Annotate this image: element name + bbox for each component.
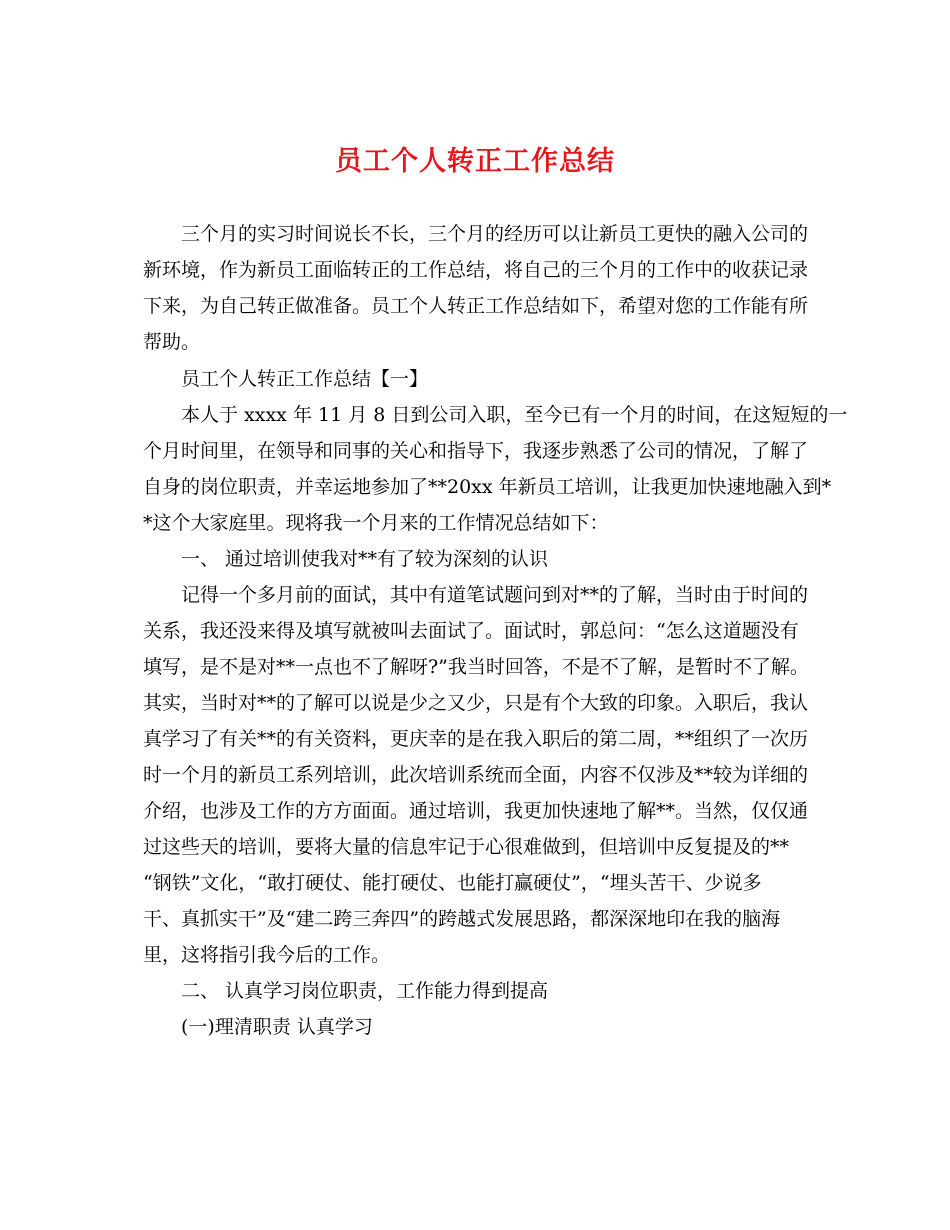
body-line: 三个月的实习时间说长不长，三个月的经历可以让新员工更快的融入公司的 — [181, 223, 809, 245]
body-line: 本人于 xxxx 年 11 月 8 日到公司入职，至今已有一个月的时间，在这短短的一 — [181, 404, 848, 426]
body-line: 关系，我还没来得及填写就被叫去面试了。面试时，郭总问：“怎么这道题没有 — [143, 620, 799, 642]
subsection-heading: (一)理清职责 认真学习 — [181, 1016, 373, 1038]
body-line: 记得一个多月前的面试，其中有道笔试题问到对**的了解，当时由于时间的 — [181, 584, 809, 606]
body-line: 帮助。 — [143, 331, 201, 353]
section-heading: 员工个人转正工作总结【一】 — [181, 368, 429, 390]
body-line: 下来，为自己转正做准备。员工个人转正工作总结如下，希望对您的工作能有所 — [143, 295, 809, 317]
document-title: 员工个人转正工作总结 — [335, 146, 615, 177]
body-line: 新环境，作为新员工面临转正的工作总结，将自己的三个月的工作中的收获记录 — [143, 259, 809, 281]
body-line: 里，这将指引我今后的工作。 — [143, 944, 391, 966]
body-line: “钢铁”文化，“敢打硬仗、能打硬仗、也能打赢硬仗”，“埋头苦干、少说多 — [143, 872, 762, 894]
body-line: 干、真抓实干”及“建二跨三奔四”的跨越式发展思路，都深深地印在我的脑海 — [143, 908, 781, 930]
body-line: 自身的岗位职责，并幸运地参加了**20xx 年新员工培训，让我更加快速地融入到* — [143, 476, 832, 498]
body-line: 个月时间里，在领导和同事的关心和指导下，我逐步熟悉了公司的情况，了解了 — [143, 440, 809, 462]
body-line: 介绍，也涉及工作的方方面面。通过培训，我更加快速地了解**。当然，仅仅通 — [143, 800, 809, 822]
body-line: 过这些天的培训，要将大量的信息牢记于心很难做到，但培训中反复提及的** — [143, 836, 790, 858]
body-line: 填写，是不是对**一点也不了解呀?”我当时回答，不是不了解，是暂时不了解。 — [143, 656, 809, 678]
body-line: 时一个月的新员工系列培训，此次培训系统而全面，内容不仅涉及**较为详细的 — [143, 764, 809, 786]
body-line: 其实，当时对**的了解可以说是少之又少，只是有个大致的印象。入职后，我认 — [143, 692, 809, 714]
section-heading: 一、 通过培训使我对**有了较为深刻的认识 — [181, 548, 549, 570]
section-heading: 二、 认真学习岗位职责，工作能力得到提高 — [181, 980, 549, 1002]
body-line: 真学习了有关**的有关资料，更庆幸的是在我入职后的第二周，**组织了一次历 — [143, 728, 809, 750]
body-line: *这个大家庭里。现将我一个月来的工作情况总结如下： — [143, 512, 609, 534]
